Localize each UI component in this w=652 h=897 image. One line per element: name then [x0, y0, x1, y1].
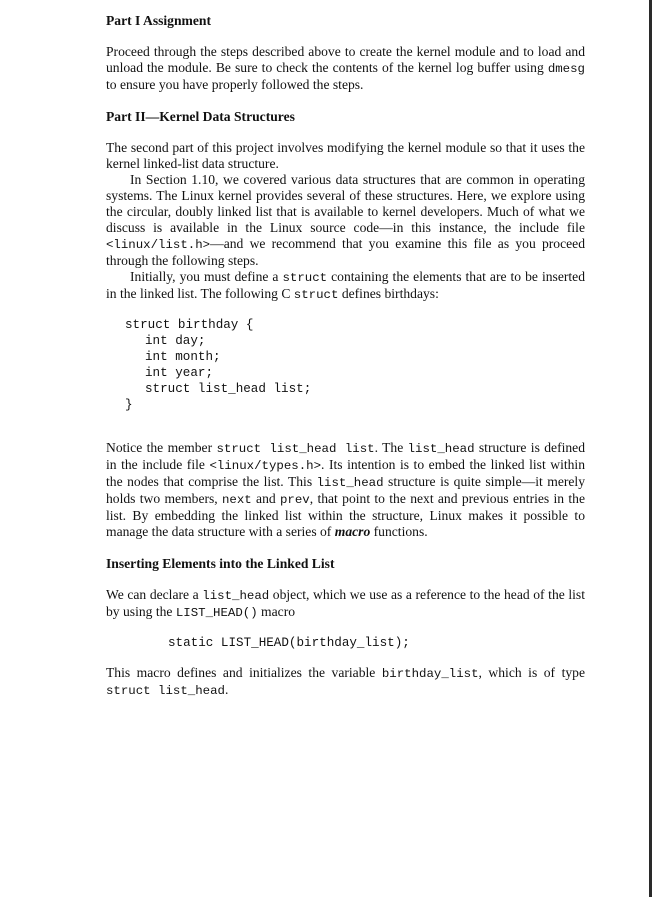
code-line: struct birthday { [125, 318, 254, 332]
paragraph-part1 [106, 44, 585, 93]
paragraph-part2-section [106, 172, 585, 269]
text: , that point to the next and previous entries in the list. By embedding the linked list within the structure, Linux makes it possible to manage the data structure with a series of [106, 491, 585, 539]
text: . Its intention is to embed the linked list within the nodes that comprise the list. This [106, 457, 585, 489]
text: structure is defined in the include file [106, 440, 585, 472]
inline-code: next [222, 493, 252, 507]
text: structure is quite simple—it merely holds two members, [106, 474, 585, 506]
inline-code: <linux/types.h> [209, 459, 322, 473]
text: to ensure you have properly followed the steps. [106, 77, 364, 92]
paragraph-part2-struct [106, 269, 585, 303]
inline-code: list_head [316, 476, 384, 490]
inline-code: struct [282, 271, 328, 285]
paragraph-list-head [106, 440, 585, 540]
paragraph-declare [106, 587, 585, 621]
inline-code: prev [280, 493, 310, 507]
heading-part2: Part II—Kernel Data Structures [106, 109, 295, 124]
inline-code: struct list_head [106, 684, 225, 698]
text: In Section 1.10, we covered various data structures that are common in operating systems. The Linux kernel provides several of these structures. Here, we explore using the circular, doubly linked list that is available to kernel developers. Much of what we discuss is available in the Linux source code—in this instance, the include file [106, 172, 585, 235]
text: . [224, 682, 229, 697]
text: object, which we use as a reference to the head of the list by using the [106, 587, 585, 619]
code-block-list-head-macro: static LIST_HEAD(birthday_list); [168, 636, 410, 650]
text: We can declare a [106, 587, 203, 602]
code-line: int day; [145, 334, 206, 348]
text: macro [257, 604, 296, 619]
text: Proceed through the steps described above to create the kernel module and to load and unload the module. Be sure to check the contents of the kernel log buffer using [106, 44, 585, 75]
inline-code: LIST_HEAD() [175, 606, 258, 620]
text: . The [374, 440, 408, 455]
text: functions. [370, 524, 428, 539]
inline-code: dmesg [547, 62, 585, 76]
heading-inserting: Inserting Elements into the Linked List [106, 556, 335, 571]
inline-code: list_head [202, 589, 270, 603]
code-line: struct list_head list; [145, 382, 312, 396]
text: —and we recommend that you examine this file as you proceed through the following steps. [106, 236, 585, 268]
inline-code: struct list_head list [216, 442, 375, 456]
text: defines birthdays: [338, 286, 439, 301]
inline-code: birthday_list [381, 667, 479, 681]
text: This macro defines and initializes the variable [106, 665, 382, 680]
heading-part1: Part I Assignment [106, 13, 211, 28]
code-block-birthday-struct [125, 317, 585, 413]
text: , which is of type [478, 665, 585, 680]
inline-code: <linux/list.h> [106, 238, 211, 252]
text: Initially, you must define a [130, 269, 283, 284]
code-line: } [125, 398, 133, 412]
paragraph-macro [106, 665, 585, 699]
document-body [106, 12, 585, 699]
inline-code: list_head [407, 442, 475, 456]
emphasis: macro [334, 524, 371, 539]
paragraph-part2-intro: The second part of this project involves modifying the kernel module so that it uses the kernel linked-list data structure. [106, 140, 585, 171]
text: and [251, 491, 280, 506]
code-line: int month; [145, 350, 221, 364]
text: Notice the member [106, 440, 217, 455]
inline-code: struct [293, 288, 339, 302]
text: containing the elements that are to be inserted in the linked list. The following C [106, 269, 586, 301]
code-line: int year; [145, 366, 214, 380]
